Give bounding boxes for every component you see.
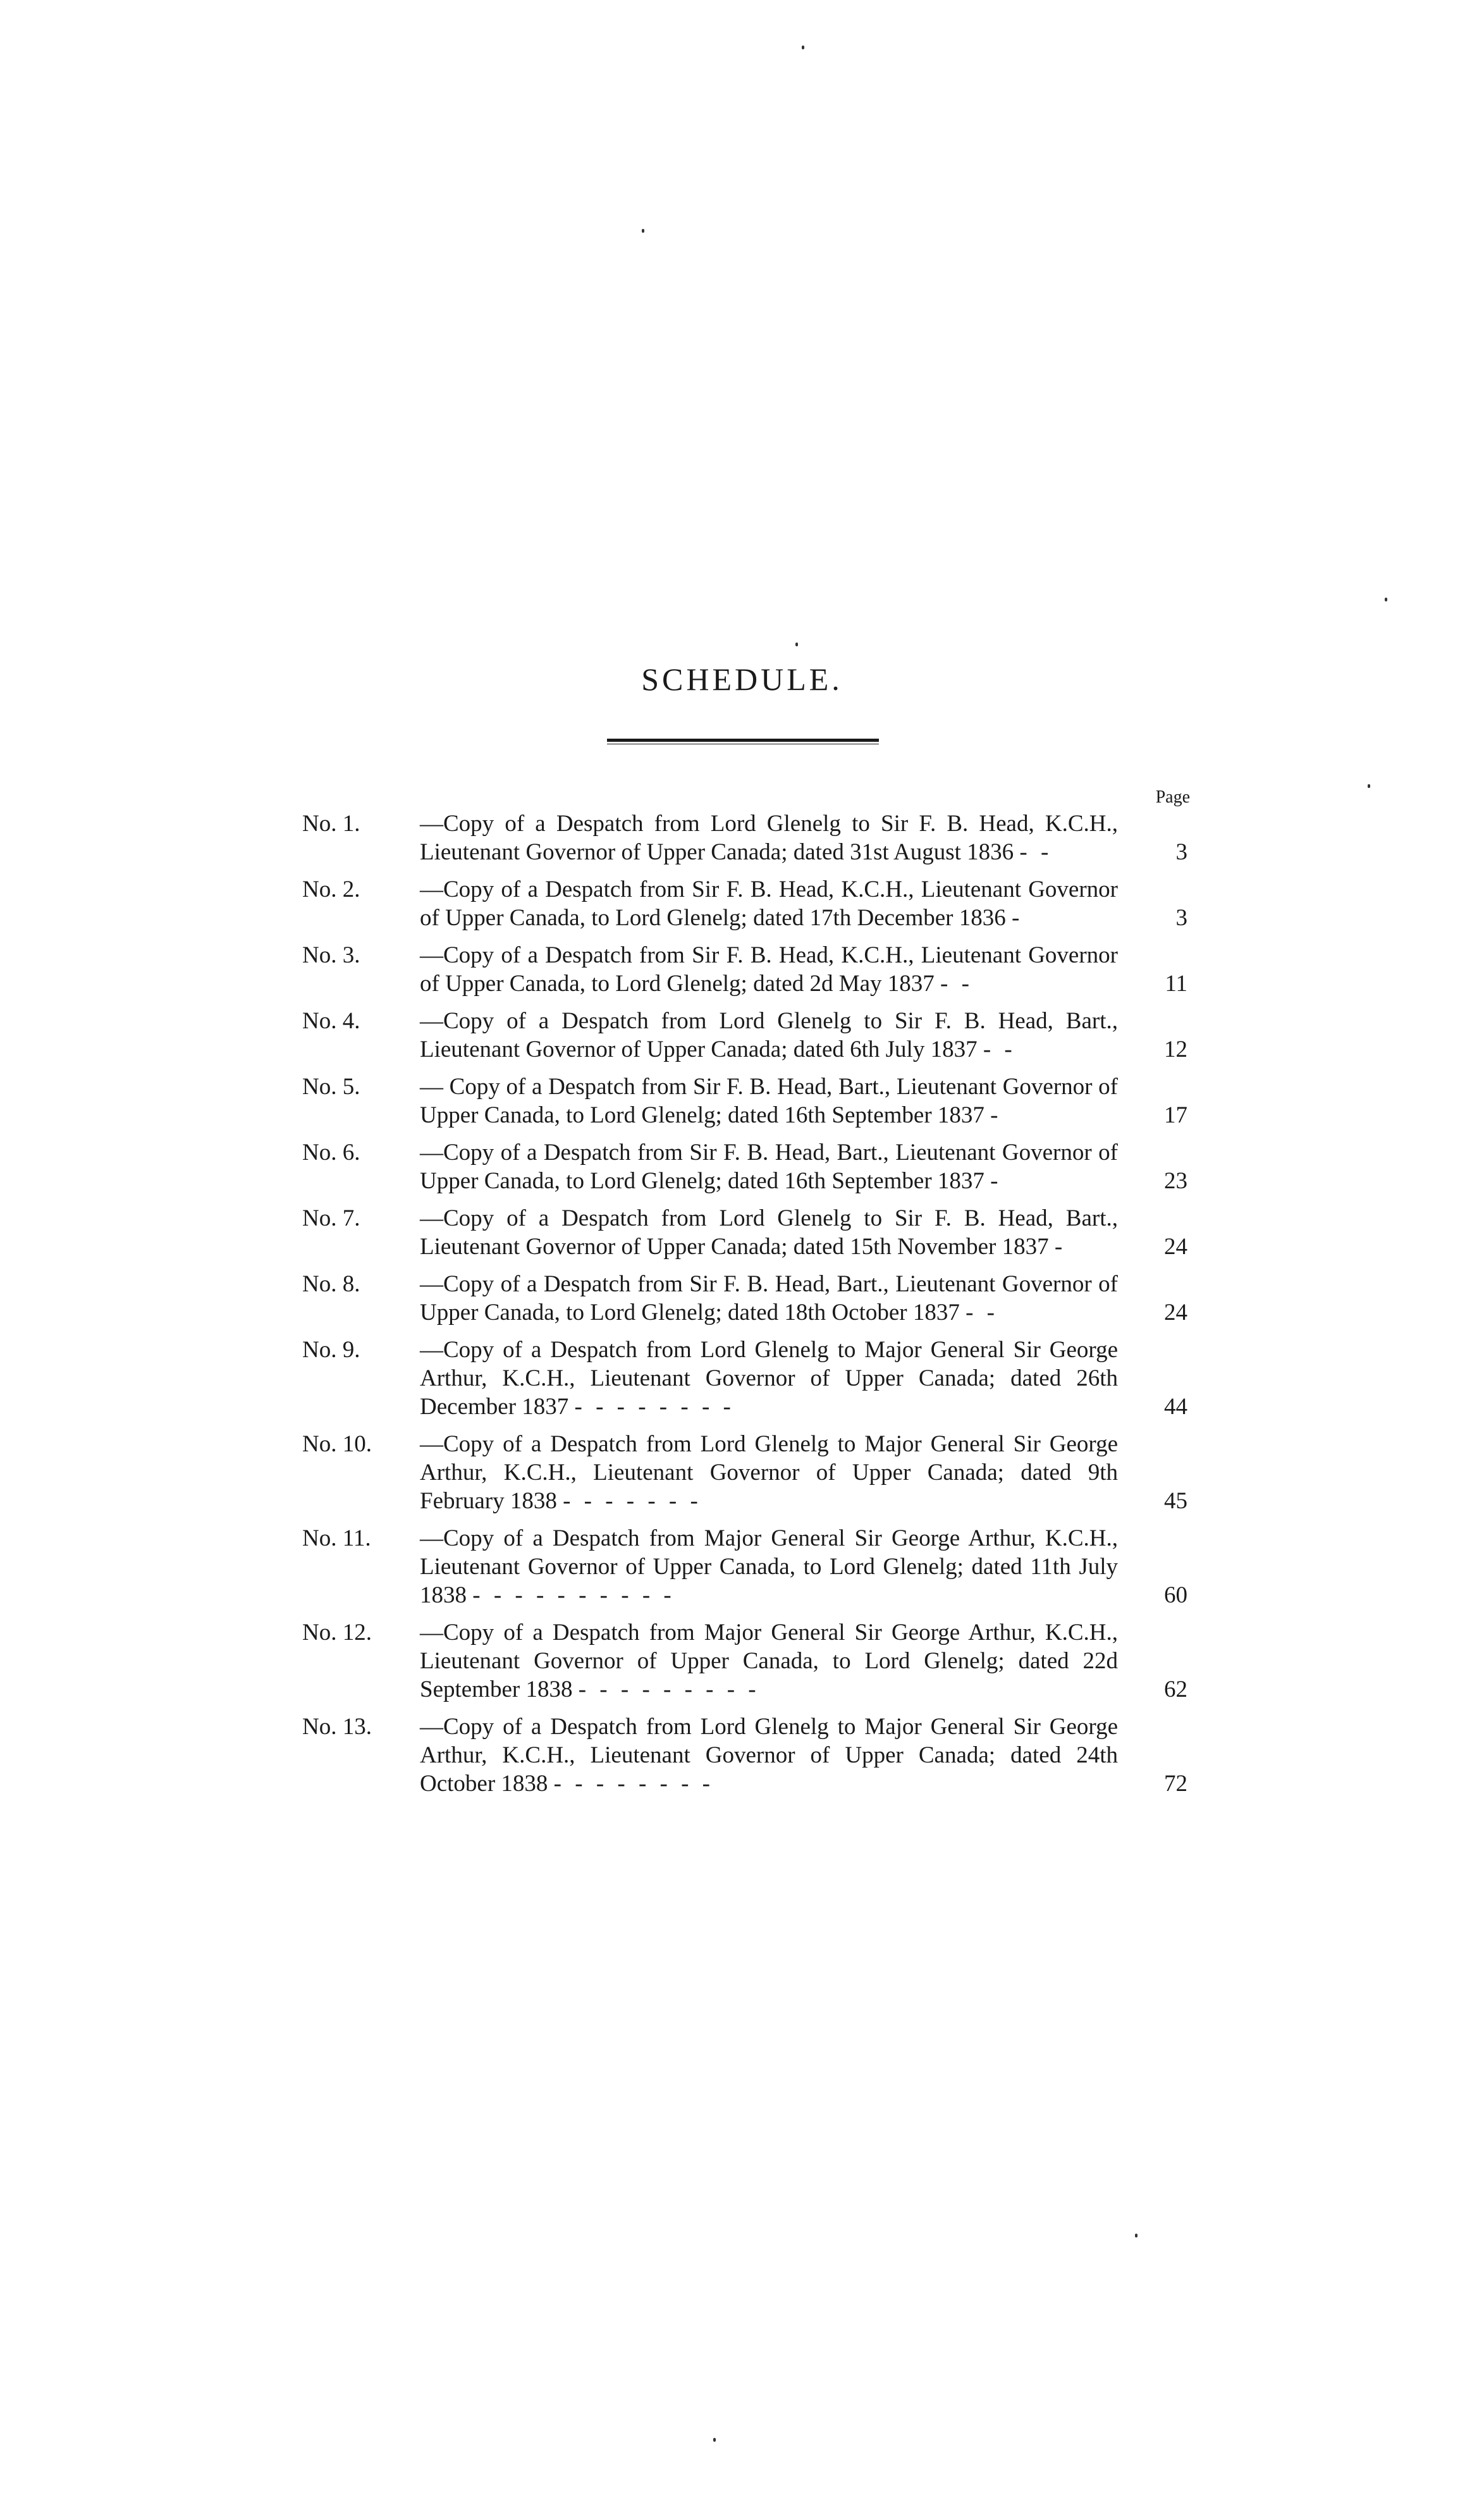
dot-leaders: - - - - - - - -: [574, 1394, 735, 1420]
dot-leaders: - -: [966, 1300, 998, 1326]
entry-text: [302, 1618, 1187, 1704]
entry-number: No. 3.: [302, 942, 360, 968]
entry-text: [302, 1204, 1187, 1261]
entry-number: No. 4.: [302, 1008, 360, 1034]
entry-page-number: 3: [1175, 839, 1187, 865]
entry-description: —Copy of a Despatch from Lord Glenelg to Major General Sir George Arthur, K.C.H., Lieutenant Governor of Upper Canada; dated 9th February 1838: [420, 1431, 1118, 1514]
entry-page-number: 12: [1164, 1037, 1187, 1062]
dot-leaders: - - - - - - - - -: [578, 1677, 760, 1702]
scan-speck: [1368, 784, 1370, 788]
dot-leaders: - -: [940, 971, 973, 997]
entry-text: [302, 1270, 1187, 1327]
entry-number: No. 2.: [302, 877, 360, 902]
entry-description: —Copy of a Despatch from Lord Glenelg to Sir F. B. Head, Bart., Lieutenant Governor of Upper Canada; dated 6th July 1837: [420, 1008, 1118, 1062]
entry-description: —Copy of a Despatch from Sir F. B. Head, Bart., Lieutenant Governor of Upper Canada, to Lord Glenelg; dated 16th September 1837: [420, 1140, 1118, 1194]
entry-description: —Copy of a Despatch from Sir F. B. Head, Bart., Lieutenant Governor of Upper Canada, to Lord Glenelg; dated 18th October 1837: [420, 1271, 1118, 1326]
entry-number: No. 5.: [302, 1074, 360, 1100]
scan-speck: [713, 2438, 716, 2442]
schedule-entry: [302, 1524, 1187, 1609]
schedule-list: [302, 809, 1187, 1807]
entry-description: — Copy of a Despatch from Sir F. B. Head, Bart., Lieutenant Governor of Upper Canada, to Lord Glenelg; dated 16th September 1837: [420, 1074, 1118, 1128]
schedule-entry: [302, 1138, 1187, 1195]
entry-page-number: 11: [1165, 971, 1187, 997]
entry-number: No. 1.: [302, 811, 360, 837]
dot-leaders: -: [1054, 1234, 1067, 1260]
page-column-label: Page: [1155, 787, 1190, 807]
schedule-entry: [302, 941, 1187, 998]
entry-page-number: 44: [1164, 1394, 1187, 1420]
entry-description: —Copy of a Despatch from Lord Glenelg to Major General Sir George Arthur, K.C.H., Lieutenant Governor of Upper Canada; dated 26th December 1837: [420, 1337, 1118, 1420]
entry-number: No. 9.: [302, 1337, 360, 1363]
entry-number: No. 10.: [302, 1431, 372, 1457]
scan-speck: [1385, 598, 1387, 601]
page-title: SCHEDULE.: [641, 661, 843, 697]
entry-text: [302, 1073, 1187, 1129]
entry-text: [302, 1007, 1187, 1064]
dot-leaders: -: [1012, 905, 1024, 931]
entry-number: No. 12.: [302, 1620, 372, 1646]
dot-leaders: - - - - - - - -: [553, 1771, 714, 1797]
entry-text: [302, 1430, 1187, 1515]
schedule-entry: [302, 875, 1187, 932]
schedule-entry: [302, 1430, 1187, 1515]
scan-speck: [802, 46, 804, 49]
entry-text: [302, 875, 1187, 932]
entry-description: —Copy of a Despatch from Sir F. B. Head, K.C.H., Lieutenant Governor of Upper Canada, to Lord Glenelg; dated 2d May 1837: [420, 942, 1118, 997]
entry-number: No. 8.: [302, 1271, 360, 1297]
entry-description: —Copy of a Despatch from Major General Sir George Arthur, K.C.H., Lieutenant Governor of Upper Canada, to Lord Glenelg; dated 22d September 1838: [420, 1620, 1118, 1702]
entry-page-number: 17: [1164, 1102, 1187, 1128]
entry-page-number: 60: [1164, 1582, 1187, 1608]
entry-text: [302, 1524, 1187, 1609]
entry-text: [302, 1138, 1187, 1195]
entry-text: [302, 941, 1187, 998]
entry-text: [302, 1336, 1187, 1421]
schedule-entry: [302, 1336, 1187, 1421]
scan-speck: [1135, 2234, 1138, 2237]
dot-leaders: - -: [1019, 839, 1053, 865]
scan-speck: [795, 643, 798, 646]
schedule-entry: [302, 1618, 1187, 1704]
entry-number: No. 7.: [302, 1205, 360, 1231]
entry-description: —Copy of a Despatch from Lord Glenelg to Major General Sir George Arthur, K.C.H., Lieutenant Governor of Upper Canada; dated 24th October 1838: [420, 1714, 1118, 1797]
schedule-entry: [302, 1713, 1187, 1798]
entry-number: No. 11.: [302, 1525, 371, 1551]
schedule-entry: [302, 809, 1187, 866]
entry-page-number: 45: [1164, 1488, 1187, 1514]
entry-description: —Copy of a Despatch from Lord Glenelg to Sir F. B. Head, K.C.H., Lieutenant Governor of Upper Canada; dated 31st August 1836: [420, 811, 1118, 865]
dot-leaders: -: [990, 1168, 1002, 1194]
dot-leaders: -: [990, 1102, 1002, 1128]
entry-page-number: 24: [1164, 1234, 1187, 1260]
schedule-entry: [302, 1270, 1187, 1327]
scan-speck: [642, 229, 644, 233]
entry-text: [302, 809, 1187, 866]
entry-text: [302, 1713, 1187, 1798]
entry-page-number: 62: [1164, 1677, 1187, 1702]
entry-description: —Copy of a Despatch from Major General Sir George Arthur, K.C.H., Lieutenant Governor of Upper Canada, to Lord Glenelg; dated 11th July 1838: [420, 1525, 1118, 1608]
dot-leaders: - -: [983, 1037, 1016, 1062]
dot-leaders: - - - - - - -: [563, 1488, 702, 1514]
entry-description: —Copy of a Despatch from Lord Glenelg to Sir F. B. Head, Bart., Lieutenant Governor of Upper Canada; dated 15th November 1837: [420, 1205, 1118, 1260]
entry-description: —Copy of a Despatch from Sir F. B. Head, K.C.H., Lieutenant Governor of Upper Canada, to Lord Glenelg; dated 17th December 1836: [420, 877, 1118, 931]
entry-number: No. 6.: [302, 1140, 360, 1166]
schedule-entry: [302, 1073, 1187, 1129]
title-rule: [607, 739, 879, 744]
entry-page-number: 72: [1164, 1771, 1187, 1797]
schedule-entry: [302, 1007, 1187, 1064]
dot-leaders: - - - - - - - - - -: [472, 1582, 675, 1608]
entry-page-number: 23: [1164, 1168, 1187, 1194]
entry-page-number: 3: [1175, 905, 1187, 931]
entry-page-number: 24: [1164, 1300, 1187, 1326]
entry-number: No. 13.: [302, 1714, 372, 1740]
schedule-entry: [302, 1204, 1187, 1261]
